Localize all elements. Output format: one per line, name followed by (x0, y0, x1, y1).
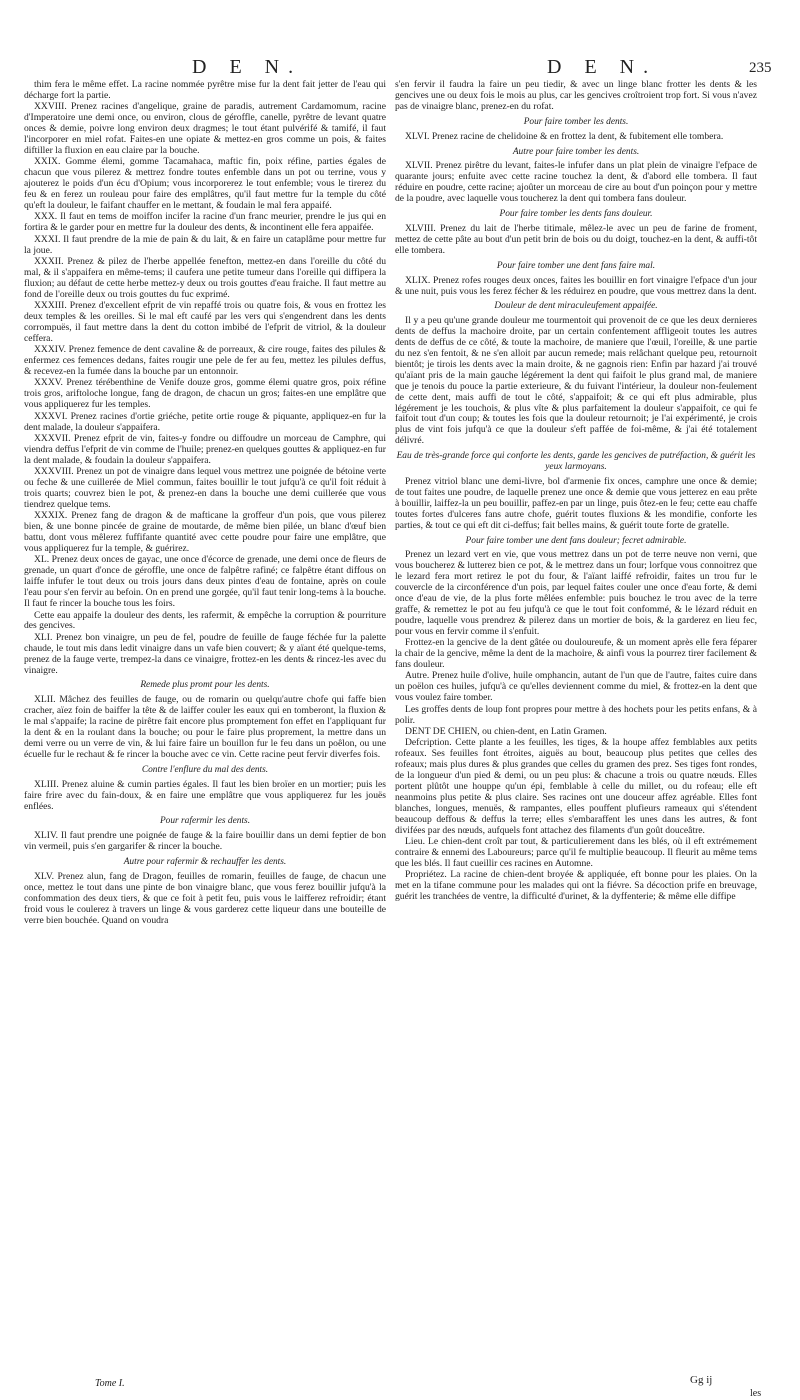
paragraph: s'en fervir il faudra la faire un peu tiedir, & avec un linge blanc frotter les dents & les gencives une ou deux fois le mois au plus, car les gencives croîtroient trop fort. Si vous n'avez pas de vinaigre blanc, prenez-en du rofat. (395, 80, 757, 112)
paragraph: Autre. Prenez huile d'olive, huile omphancin, autant de l'un que de l'autre, faites cuire dans un poëlon ces huiles, jufqu'à ce qu'elles deviennent comme du miel, & frottez-en la dent que vous voulez faire tomber. (395, 670, 757, 704)
paragraph: Propriétez. La racine de chien-dent broyée & appliquée, eft bonne pour les plaies. On la met en la tifane commune pour les malades qui ont la fiévre. Sa décoction prife en breuvage, guérit les tranchées de ventre, la difficulté d'urinet, & la dyffenterie; & même elle diffipe (395, 869, 757, 903)
paragraph: XXXV. Prenez térébenthine de Venife douze gros, gomme élemi quatre gros, poix réfine trois gros, ariftoloche longue, fang de dragon, de chacun un gros; faites-en une emplâtre que vous appliquerez fur les temples. (24, 377, 386, 411)
section-heading: Eau de très-grande force qui conforte les dents, garde les gencives de putréfaction, & guérit les yeux larmoyans. (396, 451, 756, 473)
section-heading: Pour faire tomber une dent fans douleur; fecret admirable. (465, 535, 687, 546)
paragraph: XLIX. Prenez rofes rouges deux onces, faites les bouillir en fort vinaigre l'efpace d'un jour & une nuit, puis vous les ferez fécher & les réduirez en poudre, que vous mettrez dans la dent. (395, 274, 757, 297)
section-heading: Remede plus promt pour les dents. (140, 680, 270, 691)
paragraph: XXIX. Gomme élemi, gomme Tacamahaca, maftic fin, poix réfine, parties égales de chacun que vous pilerez & mettrez fondre toutes enfemble dans un pot ou terrine, vous y ajouterez le poids d'un écu d'Opium; vous incorporerez le tout enfemble; vous le tirerez du feu & en ferez un rouleau pour faire des emplâtres, qu'il faut mettre fur la temple du côté qu'eft la douleur, le faifant chauffer en le mettant, & foudain le mal fera appaifé. (24, 156, 386, 211)
paragraph: Prenez vitriol blanc une demi-livre, bol d'armenie fix onces, camphre une once & demie; de tout faites une poudre, de laquelle prenez une once & demie que vous jetterez en eau prête à bouillir, laiffez-la un peu bouillir, paffez-en par un linge, puis ôtez-en le feu; cette eau chaffe toutes fortes d'ulceres fans autre chofe, guérit toutes fluxions & les mondifie, conforte les parties, & tout ce qui eft dit ci-deffus; fait belles mains, & guérit toute forte de gratelle. (395, 476, 757, 531)
paragraph: XLIII. Prenez aluine & cumin parties égales. Il faut les bien broïer en un mortier; puis les faire frire avec du fain-doux, & en faire une emplâtre que vous appliquerez fur les jouës enflées. (24, 778, 386, 812)
paragraph: XLV. Prenez alun, fang de Dragon, feuilles de romarin, feuilles de fauge, de chacun une once, mettez le tout dans une pinte de bon vinaigre blanc, que vous ferez bouillir jufqu'à la confommation des deux tiers, & que ce foit à petit feu, puis vous le laifferez refroidir; étant froid vous le coulerez à travers un linge & vous garderez cette liqueur dans une bouteille de verre bien bouchée. Quand on voudra (24, 871, 386, 926)
paragraph: XLVII. Prenez pirêtre du levant, faites-le infufer dans un plat plein de vinaigre l'efpace de quarante jours; enfuite avec cette racine touchez la dent, & d'abord elle tombera. Il faut réduire en poudre, cette racine; ajoûter un morceau de cire au bout d'un poinçon pour y mettre de la poudre, avec laquelle vous toucherez la dent qui tombera fans douleur. (395, 160, 757, 205)
paragraph: Les groffes dents de loup font propres pour mettre à des hochets pour les petits enfans, & à polir. (395, 703, 757, 726)
running-head-left: D E N. (192, 56, 303, 78)
running-head-right: D E N. (547, 56, 658, 78)
paragraph: XL. Prenez deux onces de gayac, une once d'écorce de grenade, une demi once de fleurs de grenade, un quart d'once de géroffle, une once de falpêtre rafiné; ce falpêtre étant diffous on laiffe infufer le tout deux ou trois jours dans deux pintes d'eau de fontaine, après on coule l'eau pour s'en fervir au befoin. On en prend une gorgée, qu'il faut tenir long-tems à la bouche. Il faut fe rincer la bouche tous les foirs. (24, 554, 386, 610)
paragraph: XXXII. Prenez & pilez de l'herbe appellée fenefton, mettez-en dans l'oreille du côté du mal, & il s'appaifera en même-tems; il caufera une petite tumeur dans l'oreille qui diffipera la fluxion; au défaut de cette herbe mettez-y deux ou trois gouttes d'eau fraiche. Il faut mettre au fond de l'oreille deux ou trois gouttes du fuc exprimé. (24, 256, 386, 300)
paragraph: DENT DE CHIEN, ou chien-dent, en Latin Gramen. (405, 725, 607, 737)
paragraph: thim fera le même effet. La racine nommée pyrêtre mise fur la dent fait jetter de l'eau qui décharge fort la partie. (24, 80, 386, 101)
paragraph: XXXIV. Prenez femence de dent cavaline & de porreaux, & cire rouge, faites des pilules & enfermez ces femences dedans, faites rougir une pele de fer au feu, mettez les pilules deffus, & recevez-en la fumée dans la bouche par un entonnoir. (24, 344, 386, 378)
section-heading: Autre pour rafermir & rechauffer les dents. (123, 857, 287, 868)
page-number: 235 (749, 60, 772, 76)
section-heading: Douleur de dent miraculeufement appaifée. (494, 301, 658, 312)
paragraph: Cette eau appaife la douleur des dents, les rafermit, & empêche la corruption & pourriture des gencives. (24, 609, 386, 632)
section-heading: Autre pour faire tomber les dents. (512, 146, 640, 157)
section-heading: Pour rafermir les dents. (159, 816, 251, 827)
section-heading: Contre l'enflure du mal des dents. (141, 764, 269, 775)
volume-signature: Tome I. (95, 1378, 125, 1389)
paragraph: XXVIII. Prenez racines d'angelique, graine de paradis, autrement Cardamomum, racine d'Imperatoire une demi once, ou environ, clous de géroffle, canelle, pyrêtre de levant quatre onces & demie, poivre long environ deux dragmes; le tout étant pulvérifé & tamifé, il faut l'incorporer en miel rofat. Faites-en une opiate & mettez-en gros comme un pois, & faites diftiller la fluxion en eau claire par la bouche. (24, 101, 386, 156)
paragraph: Lieu. Le chien-dent croît par tout, & particulierement dans les blés, où il eft extrémement contraire & ennemi des Laboureurs; parce qu'il fe multiplie beaucoup. Il fleurit au même tems que les blés. Il faut cueillir ces racines en Automne. (395, 836, 757, 869)
paragraph: XLII. Mâchez des feuilles de fauge, ou de romarin ou quelqu'autre chofe qui faffe bien cracher, aïez foin de baiffer la tête & de laiffer couler les eaux qui en tomberont, la fluxion & le mal s'appaife; la racine de pirêtre fait encore plus promptement fon effet en l'appliquant fur la dent & en la roulant dans la bouche; ou pour le faire plus proprement, la mettre dans un demi verre ou un verre de vin, & lui faire faire un bouillon fur le feu dans un poêlon, ou une écuelle fur le rechaut & fe rincer la bouche avec ce vin. Cette racine peut fervir diverfes fois. (24, 694, 386, 760)
paragraph: XXXVI. Prenez racines d'ortie griéche, petite ortie rouge & piquante, appliquez-en fur la dent malade, la douleur s'appaifera. (24, 410, 386, 433)
section-heading: Pour faire tomber une dent fans faire mal. (496, 260, 656, 271)
paragraph: XLIV. Il faut prendre une poignée de fauge & la faire bouillir dans un demi feptier de bon vin vermeil, puis s'en gargarifer & rincer la bouche. (24, 830, 386, 853)
catchword: les (750, 1388, 762, 1399)
paragraph: Il y a peu qu'une grande douleur me tourmentoit qui provenoit de ce que les deux dernieres dents de deffus la machoire droite, par un certain confentement affligeoit toutes les autres dents de deffus de ce côté, & toute la machoire, de maniere que l'œuil, l'oreille, & une partie du nez s'en fentoit, & ne s'en alloit par aucun remede; mais relâchant quelque peu, retournoit bientôt; je tirois les dents avec la main droite, & ne gagnois rien: Enfin par hazard j'ai trouvé qu'aïant pris de la main gauche légérement la dent qui faifoit le plus grand mal, de maniere que je tenois du pouce la partie exterieure, & du fuivant l'intérieur, la douleur non-feulement de cette dent, mais auffi de tout le côté, s'appaifoit; & ce qui eft plus admirable, plus légérement je les touchois, & plus vîte & plus parfaitement la douleur s'appaifoit, ce qui fe faifoit tout d'un coup; & toutes les fois que la douleur retournoit; je l'ai expérimenté, je crois plus de vint fois jufqu'à ce que la douleur s'eft paffée de foi-même, & j'ai été totalement délivré. (395, 315, 757, 447)
paragraph: XLVIII. Prenez du lait de l'herbe titimale, mêlez-le avec un peu de farine de froment, mettez de cette pâte au bout d'un petit brin de bois ou du doigt, touchez-en la dent, & auffi-tôt elle tombera. (395, 222, 757, 256)
left-column (24, 80, 386, 1376)
gathering-mark: Gg ij (690, 1374, 713, 1386)
paragraph: Frottez-en la gencive de la dent gâtée ou douloureufe, & un moment après elle fera féparer la chair de la gencive, même la dent de la machoire, & ainfi vous la pourrez tirer facilement & fans douleur. (395, 637, 757, 670)
section-heading: Pour faire tomber les dents fans douleur. (499, 209, 653, 220)
paragraph: XXXI. Il faut prendre de la mie de pain & du lait, & en faire un cataplâme pour mettre fur la joue. (24, 233, 386, 256)
paragraph: XXX. Il faut en tems de moiffon incifer la racine d'un franc meurier, prendre le jus qui en fortira & le garder pour en mettre fur la douleur des dents, & incontinent elle fera appaifée. (24, 211, 386, 234)
paragraph: Defcription. Cette plante a les feuilles, les tiges, & la houpe affez femblables aux petits rofeaux. Ses feuilles font étroites, aiguës au bout, beaucoup plus petites que celles des rofeaux; mais plus dures & plus grandes que celles du gramen des prez. Ses tiges font rondes, de la longueur d'un pied & demi, ou un peu plus: & chacune a trois ou quatre nœuds. Elles portent plûtôt une houppe qu'un épi, femblable à celle du millet, ou du rofeau; elle eft neanmoins plus petite & plus claire. Ses racines ont une douceur affez agréable. Elles font blanches, longues, menuës, & rampantes, elles pouffent plufieurs rameaux qui s'étendent beaucoup deffous & deffus la terre; elles s'embaraffent les unes dans les autres, & font divifées par des nœuds, aufquels font attachez des filaments d'un goût douceâtre. (395, 737, 757, 836)
right-column (395, 80, 757, 1376)
paragraph: XXXVII. Prenez efprit de vin, faites-y fondre ou diffoudre un morceau de Camphre, qui viendra deffus l'efprit de vin comme de l'huile; prenez-en quelques gouttes & appliquez-en fur la dent malade, & foudain la douleur s'appaifera. (24, 433, 386, 466)
paragraph: XLVI. Prenez racine de chelidoine & en frottez la dent, & fubitement elle tombera. (405, 130, 724, 142)
paragraph: XXXIII. Prenez d'excellent efprit de vin repaffé trois ou quatre fois, & vous en frottez les deux temples & les oreilles. Si le mal eft caufé par les vers qui s'engendrent dans les dents corrompuës, il faut mettre dans la dent du cotton imbibé de l'efprit de vitriol, & la douleur ceffera. (24, 300, 386, 344)
paragraph: XXXVIII. Prenez un pot de vinaigre dans lequel vous mettrez une poignée de bétoine verte ou feche & une cuillerée de Miel commun, faites bouillir le tout jufqu'à ce qu'il foit réduit à trois quarts; couvrez bien le pot, & prenez-en dans la bouche une demi cuillerée que vous tiendrez quelque tems. (24, 466, 386, 510)
section-heading: Pour faire tomber les dents. (523, 116, 629, 127)
paragraph: XLI. Prenez bon vinaigre, un peu de fel, poudre de feuille de fauge féchée fur la palette chaude, le tout mis dans ledit vinaigre dans un vafe bien couvert; & y aïant été quelque-tems, prenez de la fauge verte, trempez-la dans ce vinaigre, frottez-en les dents & rincez-les avec du vinaigre. (24, 631, 386, 676)
paragraph: Prenez un lezard vert en vie, que vous mettrez dans un pot de terre neuve non verni, que vous boucherez & lutterez bien ce pot, & le mettrez dans un four; lorfque vous connoitrez que le lezard fera mort retirez le pot du four, & l'aïant laiffé refroidir, faites un trou fur le couvercle de la circonférence d'un pois, par lequel faites couler une once d'eau forte, & demi once d'eau de vie, de la plus forte mêlées enfemble: puis bouchez le trou avec de la terre graffe, & remettez le pot au feu jufqu'à ce que le tout foit confommé, & le lézard réduit en poudre, laquelle vous prendrez & pilerez dans un mortier de bois, & la garderez en lieu fec, pour vous en fervir comme il s'enfuit. (395, 549, 757, 637)
paragraph: XXXIX. Prenez fang de dragon & de mafticane la groffeur d'un pois, que vous pilerez bien, & une bonne pincée de graine de moutarde, de même bien pilée, un blanc d'œuf bien battu, dont vous mêlerez fuffifante quantité avec cette poudre pour faire une emplâtre, que vous appliquerez fur la temple, & guérirez. (24, 510, 386, 555)
